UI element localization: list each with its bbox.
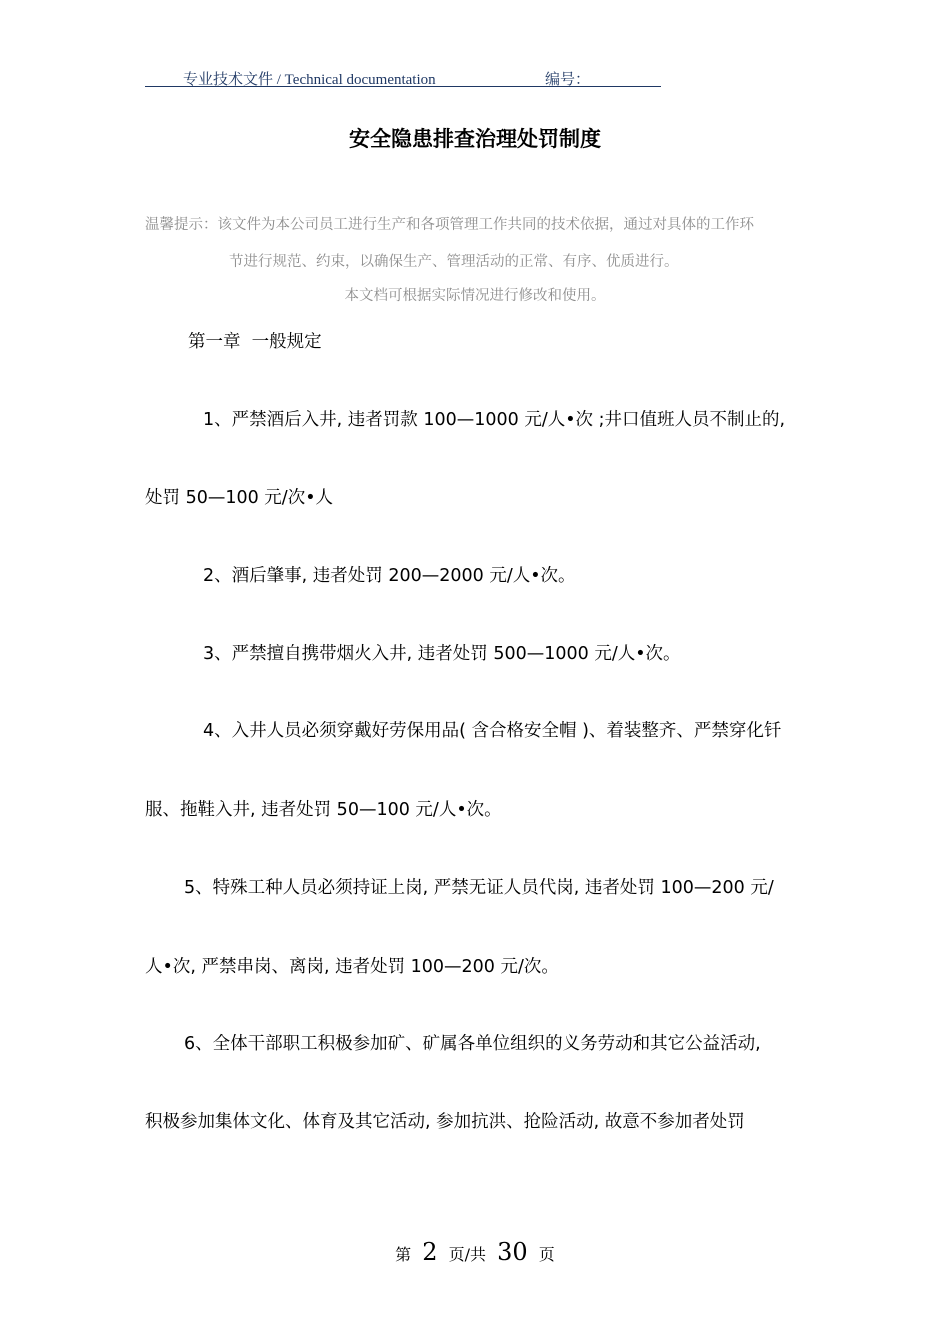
notice-line-1: 温馨提示：该文件为本公司员工进行生产和各项管理工作共同的技术依据，通过对具体的工作环 (145, 217, 754, 233)
header-number-label: 编号： (545, 72, 591, 88)
footer-suffix: 页 (538, 1245, 555, 1264)
body-line: 1、严禁酒后入井, 违者罚款 100—1000 元/人•次 ;井口值班人员不制止的, (203, 410, 786, 430)
body-line: 4、入井人员必须穿戴好劳保用品( 含合格安全帽 )、着装整齐、严禁穿化钎 (203, 721, 782, 741)
body-line: 积极参加集体文化、体育及其它活动, 参加抗洪、抢险活动, 故意不参加者处罚 (145, 1112, 745, 1132)
body-line: 2、酒后肇事, 违者处罚 200—2000 元/人•次。 (203, 566, 576, 586)
body-line: 服、拖鞋入井, 违者处罚 50—100 元/人•次。 (145, 800, 502, 820)
body-line: 5、特殊工种人员必须持证上岗, 严禁无证人员代岗, 违者处罚 100—200 元/ (184, 878, 774, 898)
footer-current-page: 2 (422, 1238, 438, 1266)
footer-middle: 页/共 (448, 1245, 487, 1264)
footer-prefix: 第 (395, 1245, 412, 1264)
footer-total-pages: 30 (497, 1238, 528, 1266)
body-line: 3、严禁擅自携带烟火入井, 违者处罚 500—1000 元/人•次。 (203, 644, 681, 664)
body-line: 6、全体干部职工积极参加矿、矿属各单位组织的义务劳动和其它公益活动, (184, 1034, 761, 1054)
document-title: 安全隐患排查治理处罚制度 (349, 127, 601, 151)
body-line: 处罚 50—100 元/次•人 (145, 488, 334, 508)
body-line: 人•次, 严禁串岗、离岗, 违者处罚 100—200 元/次。 (145, 957, 559, 977)
page-header (145, 66, 661, 87)
header-doc-type: 专业技术文件 / Technical documentation (183, 72, 436, 88)
page-footer (0, 1238, 950, 1266)
notice-line-2: 节进行规范、约束，以确保生产、管理活动的正常、有序、优质进行。 (229, 254, 679, 270)
notice-line-3: 本文档可根据实际情况进行修改和使用。 (344, 288, 606, 304)
chapter-heading: 第一章 一般规定 (188, 332, 322, 352)
